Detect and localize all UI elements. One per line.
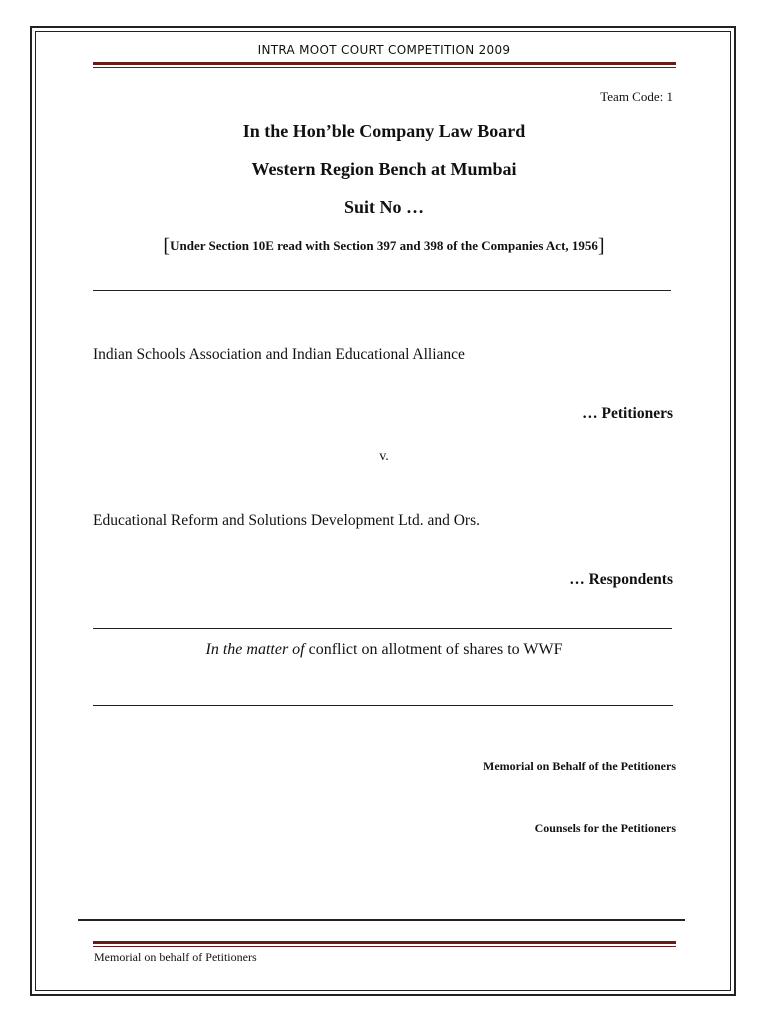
suit-number: Suit No … xyxy=(343,197,424,217)
divider-1 xyxy=(93,290,671,291)
matter-text: conflict on allotment of shares to WWF xyxy=(308,641,563,658)
close-bracket: ] xyxy=(597,235,605,257)
matter-line xyxy=(0,641,768,659)
divider-2 xyxy=(93,628,672,629)
divider-3 xyxy=(93,705,673,706)
header-rule-thick xyxy=(93,62,676,65)
bench-name: Western Region Bench at Mumbai xyxy=(251,159,517,179)
petitioner-role: … Petitioners xyxy=(582,405,673,422)
statute-reference xyxy=(0,235,768,258)
statute-text: Under Section 10E read with Section 397 and 398 of the Companies Act, 1956 xyxy=(170,238,598,253)
memorial-on-behalf: Memorial on Behalf of the Petitioners xyxy=(483,759,676,773)
team-code: Team Code: 1 xyxy=(600,89,673,104)
versus: v. xyxy=(379,449,389,464)
court-name: In the Hon’ble Company Law Board xyxy=(242,121,526,141)
respondent-name: Educational Reform and Solutions Development Ltd. and Ors. xyxy=(93,512,480,529)
matter-prefix: In the matter of xyxy=(205,641,305,658)
open-bracket: [ xyxy=(163,235,171,257)
header-rule-thin xyxy=(93,67,676,68)
respondent-role: … Respondents xyxy=(569,571,673,588)
footer-rule-thin xyxy=(93,946,676,947)
counsels-for-petitioners: Counsels for the Petitioners xyxy=(534,821,676,835)
footer-divider xyxy=(78,919,685,921)
footer-text: Memorial on behalf of Petitioners xyxy=(94,950,257,964)
header-title: INTRA MOOT COURT COMPETITION 2009 xyxy=(257,43,511,57)
footer-rule-thick xyxy=(93,941,676,944)
petitioner-name: Indian Schools Association and Indian Educational Alliance xyxy=(93,346,465,363)
